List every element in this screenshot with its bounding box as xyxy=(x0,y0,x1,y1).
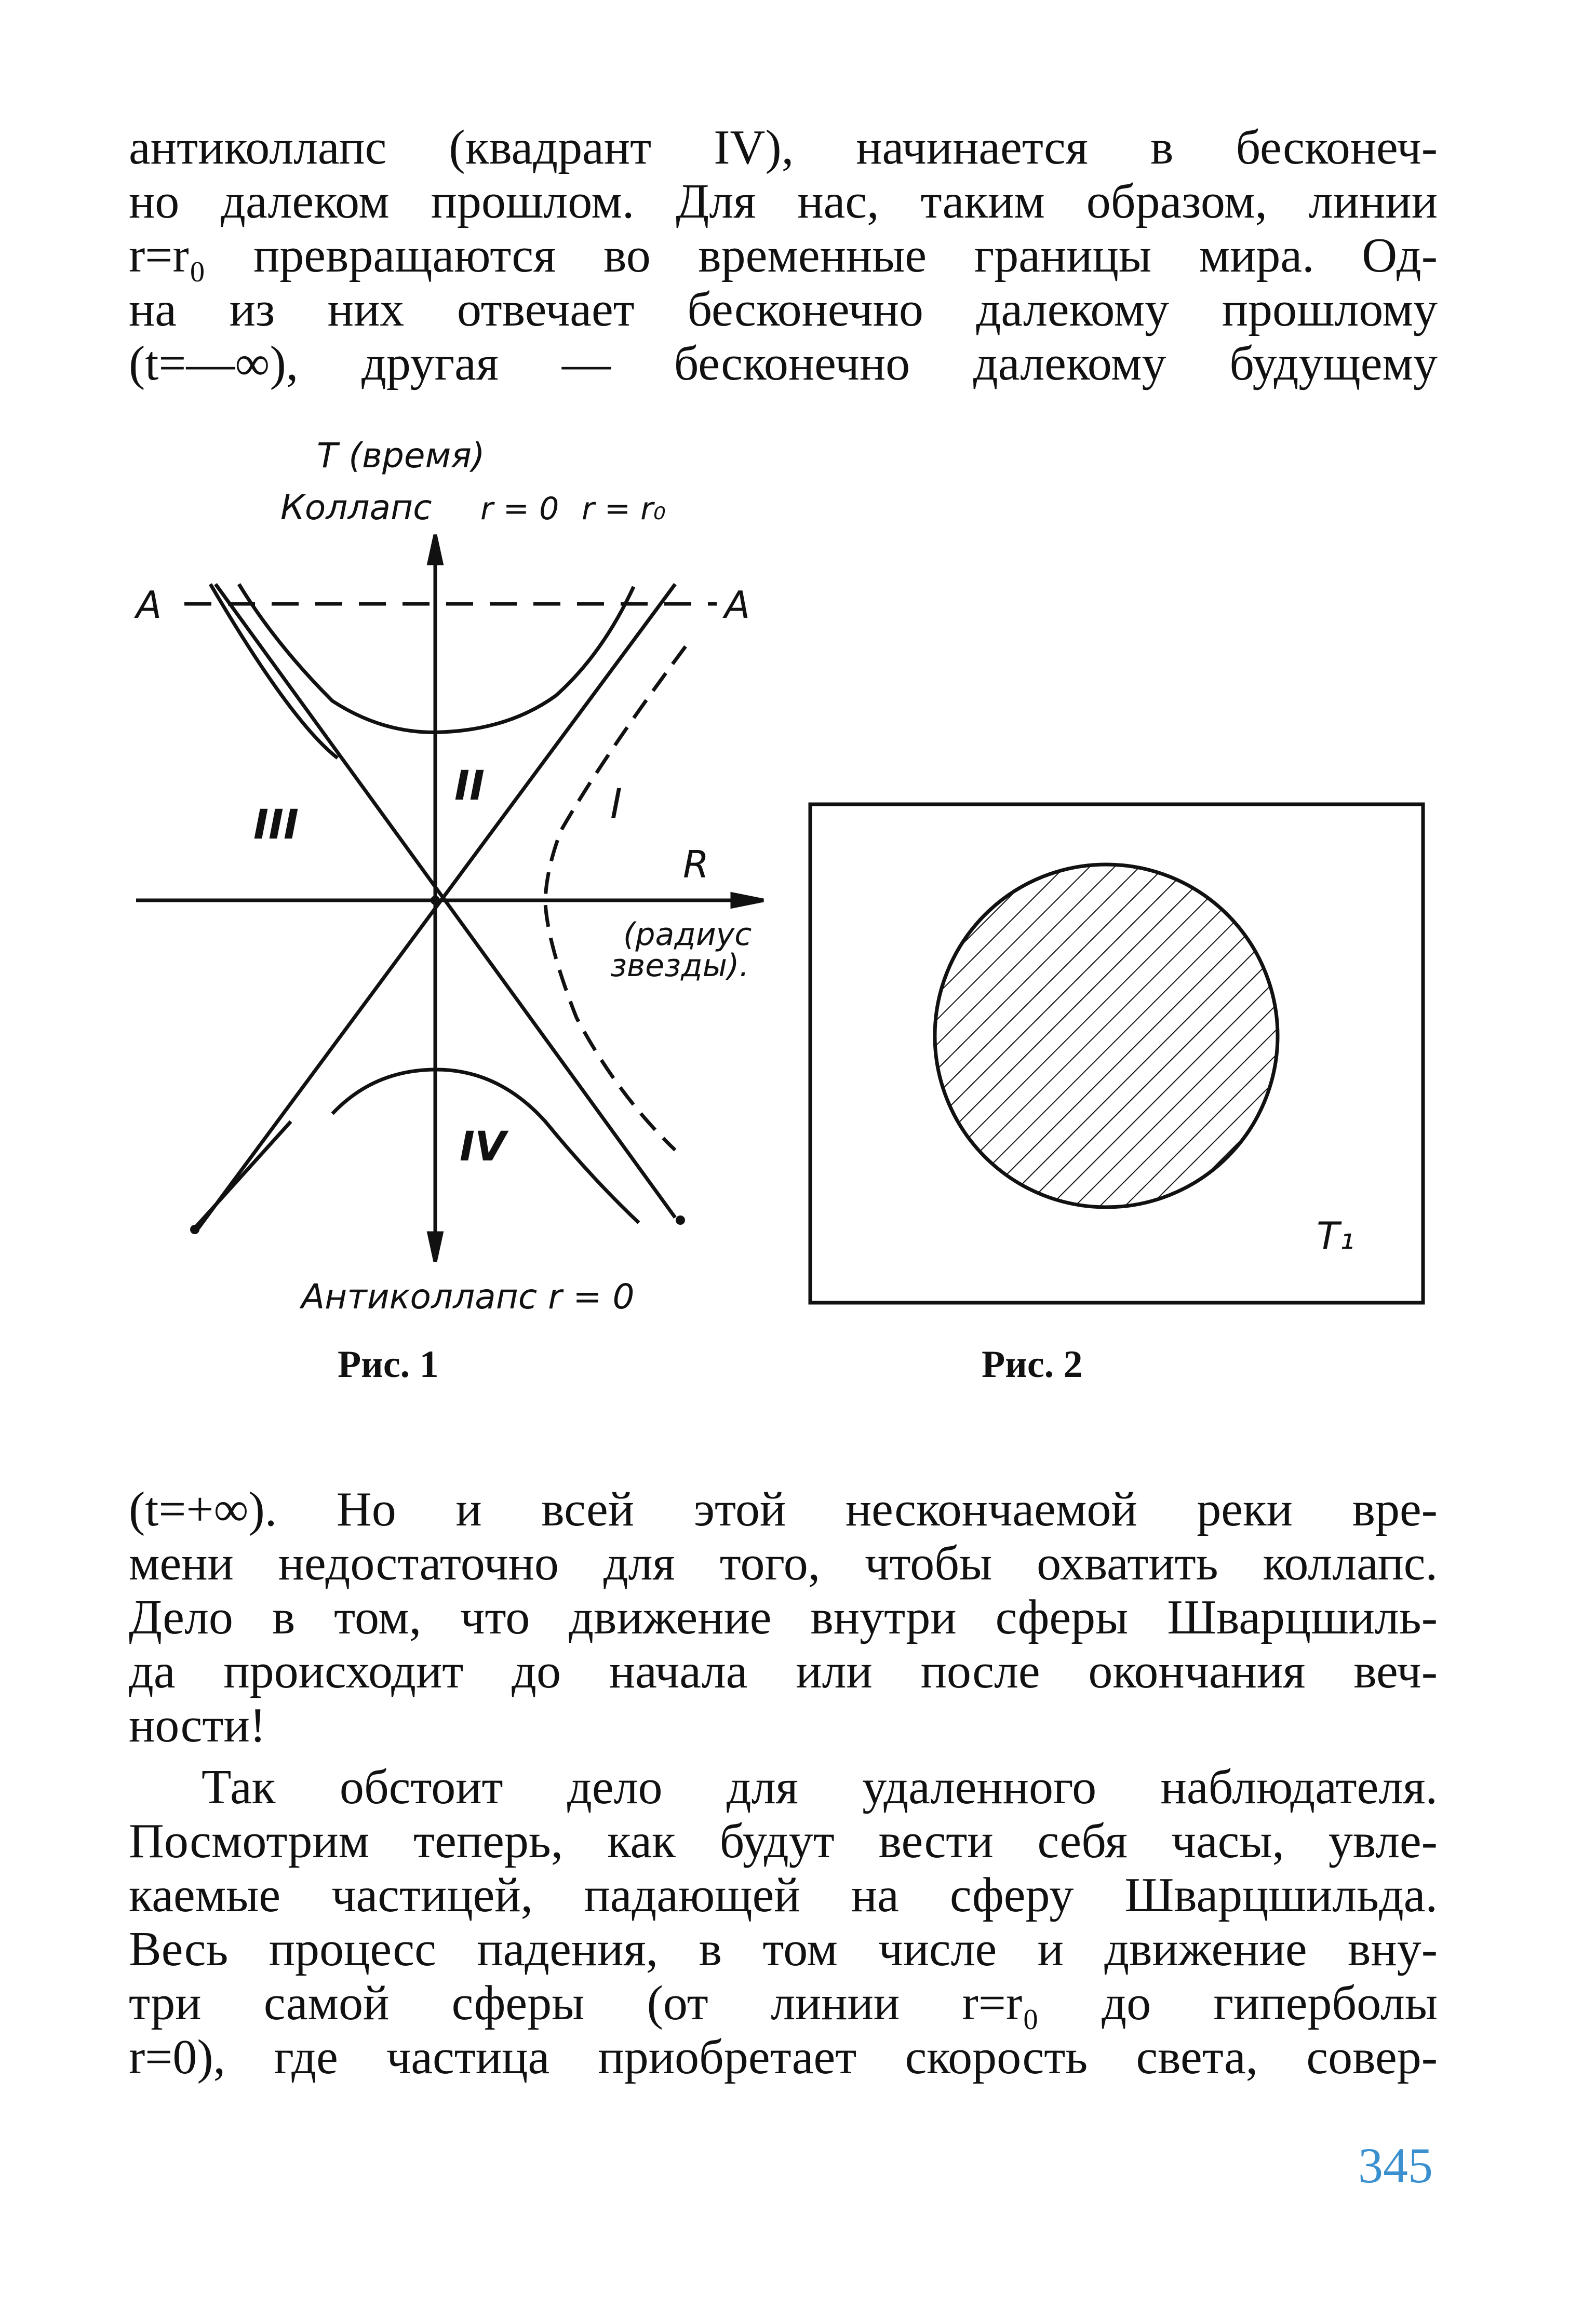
text-line: (t=+∞). Но и всей этой нескончаемой реки вре- xyxy=(129,1482,1438,1536)
page-number: 345 xyxy=(1358,2138,1433,2193)
text-line: но далеком прошлом. Для нас, таким образом, линии xyxy=(129,174,1438,228)
text-line: Дело в том, что движение внутри сферы Шварцшиль- xyxy=(129,1590,1438,1644)
text-line: да происходит до начала или после окончания веч- xyxy=(129,1644,1438,1698)
collapse-label: Коллапс xyxy=(280,488,432,528)
text-line: Посмотрим теперь, как будут вести себя часы, увле- xyxy=(129,1814,1438,1868)
t-axis-arrow-down xyxy=(429,1233,441,1262)
text-line: r=r₀ превращаются во временные границы мира. Од- xyxy=(129,228,1438,282)
axis-r-note-1: (радиус xyxy=(623,916,752,953)
axis-r-note-2: звезды). xyxy=(610,948,749,984)
text-line: мени недостаточно для того, чтобы охватить коллапс. xyxy=(129,1536,1438,1590)
rr0-label: r = r₀ xyxy=(582,491,666,527)
text-line: антиколлапс (квадрант IV), начинается в бесконеч- xyxy=(129,120,1438,174)
axis-r-label: R xyxy=(683,843,709,886)
text-line: три самой сферы (от линии r=r₀ до гиперболы xyxy=(129,1976,1438,2030)
hatched-disc xyxy=(935,864,1278,1207)
r0-label: r = 0 xyxy=(480,491,559,527)
region-4-label: IV xyxy=(460,1124,506,1170)
t-axis-arrow-up xyxy=(429,535,441,563)
text-line: каемые частицей, падающей на сферу Шварцшильда. xyxy=(129,1868,1438,1922)
endpoint-dot xyxy=(190,1225,199,1234)
text-line: Так обстоит дело для удаленного наблюдателя. xyxy=(202,1760,1438,1814)
bottom-label: Антиколлапс r = 0 xyxy=(301,1277,635,1317)
paragraph-mid xyxy=(129,1482,1438,1752)
point-a-left: A xyxy=(136,583,162,627)
text-line: на из них отвечает бесконечно далекому прошлому xyxy=(129,282,1438,336)
region-1-label: I xyxy=(610,781,623,828)
endpoint-dot xyxy=(676,1215,685,1225)
figure-2-caption: Рис. 2 xyxy=(982,1343,1083,1386)
axis-t-label: T (время) xyxy=(317,436,485,476)
text-line: (t=—∞), другая — бесконечно далекому будущему xyxy=(129,336,1438,390)
point-a-right: A xyxy=(725,583,750,627)
origin-dot xyxy=(431,896,440,905)
text-line: Весь процесс падения, в том числе и движение вну- xyxy=(129,1922,1438,1976)
text-line: ности! xyxy=(129,1698,266,1752)
outer-curve xyxy=(195,1122,291,1228)
outer-curve xyxy=(210,584,338,758)
paragraph-bottom xyxy=(129,1760,1438,2084)
figure-2 xyxy=(795,787,1470,1321)
region-3-label: III xyxy=(253,802,299,848)
text-line: r=0), где частица приобретает скорость света, совер- xyxy=(129,2030,1438,2084)
region-2-label: II xyxy=(454,763,485,809)
figure-2-label: T₁ xyxy=(1317,1214,1354,1258)
dashed-hyperbola xyxy=(545,646,686,1150)
figure-1-caption: Рис. 1 xyxy=(338,1343,439,1386)
r-axis-arrow xyxy=(732,894,763,907)
